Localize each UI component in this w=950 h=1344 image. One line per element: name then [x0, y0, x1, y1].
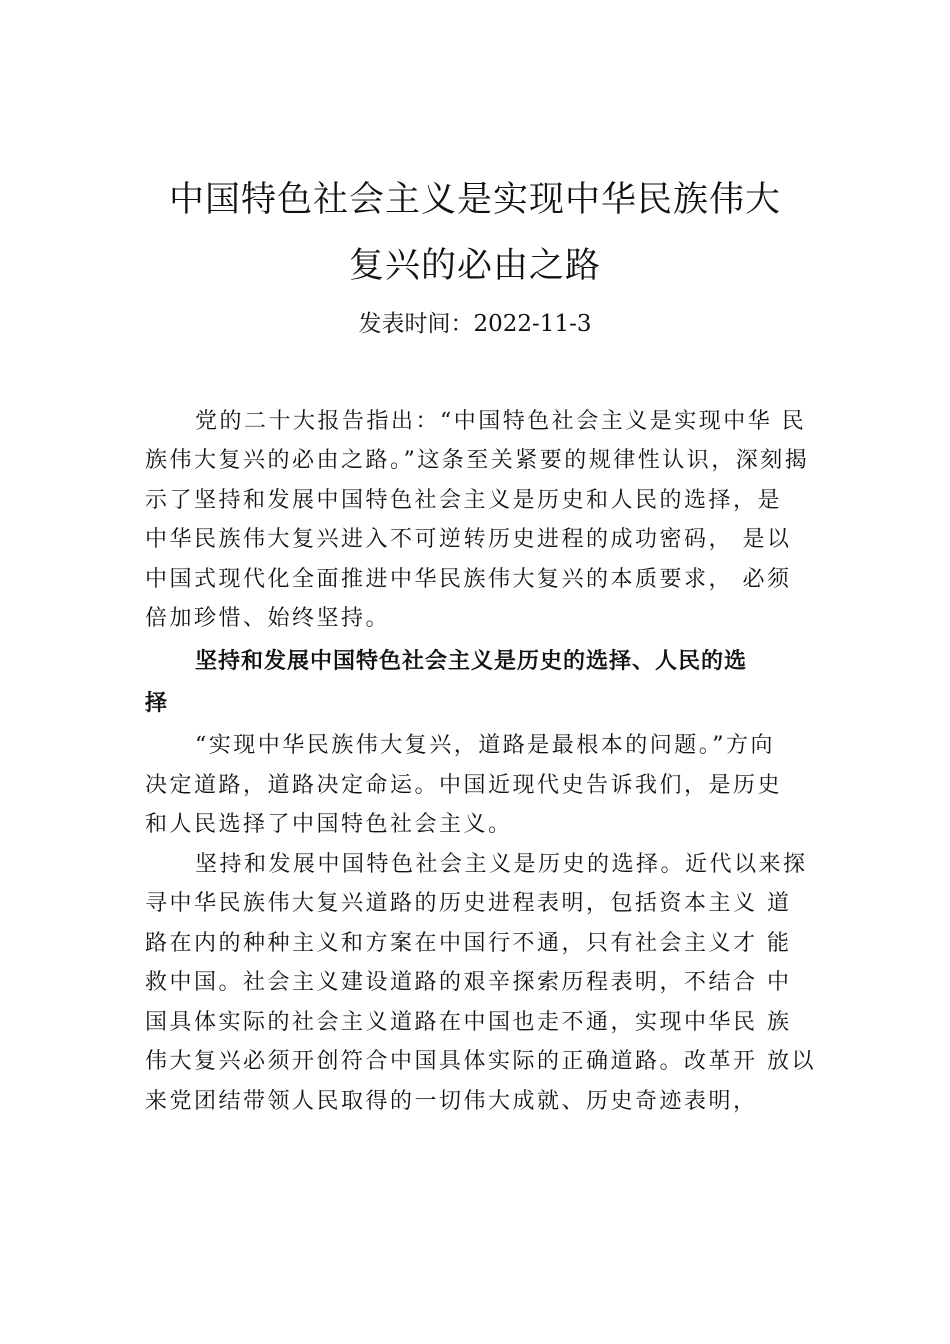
paragraph-1-line: 族伟大复兴的必由之路。”这条至关紧要的规律性认识，深刻揭: [145, 448, 810, 473]
paragraph-3-line: 坚持和发展中国特色社会主义是历史的选择。近代以来探: [195, 852, 808, 877]
section-heading-line: 择: [145, 691, 169, 716]
paragraph-3-line: 救中国。社会主义建设道路的艰辛探索历程表明，不结合 中: [145, 970, 792, 995]
paragraph-1-line: 示了坚持和发展中国特色社会主义是历史和人民的选择，是: [145, 488, 783, 513]
document-title-line-2: 复兴的必由之路: [348, 246, 601, 286]
paragraph-3-line: 路在内的种种主义和方案在中国行不通，只有社会主义才 能: [145, 931, 792, 956]
paragraph-2-line: 决定道路，道路决定命运。中国近现代史告诉我们，是历史: [145, 773, 783, 798]
paragraph-1-line: 中华民族伟大复兴进入不可逆转历史进程的成功密码， 是以: [145, 527, 792, 552]
publish-date-value: 2022-11-3: [473, 311, 592, 337]
paragraph-2-line: 和人民选择了中国特色社会主义。: [145, 812, 513, 837]
paragraph-3-line: 伟大复兴必须开创符合中国具体实际的正确道路。改革开 放以: [145, 1049, 816, 1074]
paragraph-1-line: 倍加珍惜、始终坚持。: [145, 606, 391, 631]
publish-date-label: 发表时间：: [358, 311, 474, 337]
section-heading-line: 坚持和发展中国特色社会主义是历史的选择、人民的选: [195, 649, 748, 674]
paragraph-2-line: “实现中华民族伟大复兴，道路是最根本的问题。”方向: [195, 733, 775, 758]
paragraph-1-line: 中国式现代化全面推进中华民族伟大复兴的本质要求， 必须: [145, 567, 792, 592]
paragraph-3-line: 来党团结带领人民取得的一切伟大成就、历史奇迹表明，: [145, 1089, 758, 1114]
document-title-line-1: 中国特色社会主义是实现中华民族伟大: [168, 180, 781, 220]
publish-date: [0, 307, 950, 341]
paragraph-1-line: 党的二十大报告指出：“中国特色社会主义是实现中华 民: [195, 409, 807, 434]
paragraph-3-line: 寻中华民族伟大复兴道路的历史进程表明，包括资本主义 道: [145, 891, 792, 916]
paragraph-3-line: 国具体实际的社会主义道路在中国也走不通，实现中华民 族: [145, 1010, 792, 1035]
